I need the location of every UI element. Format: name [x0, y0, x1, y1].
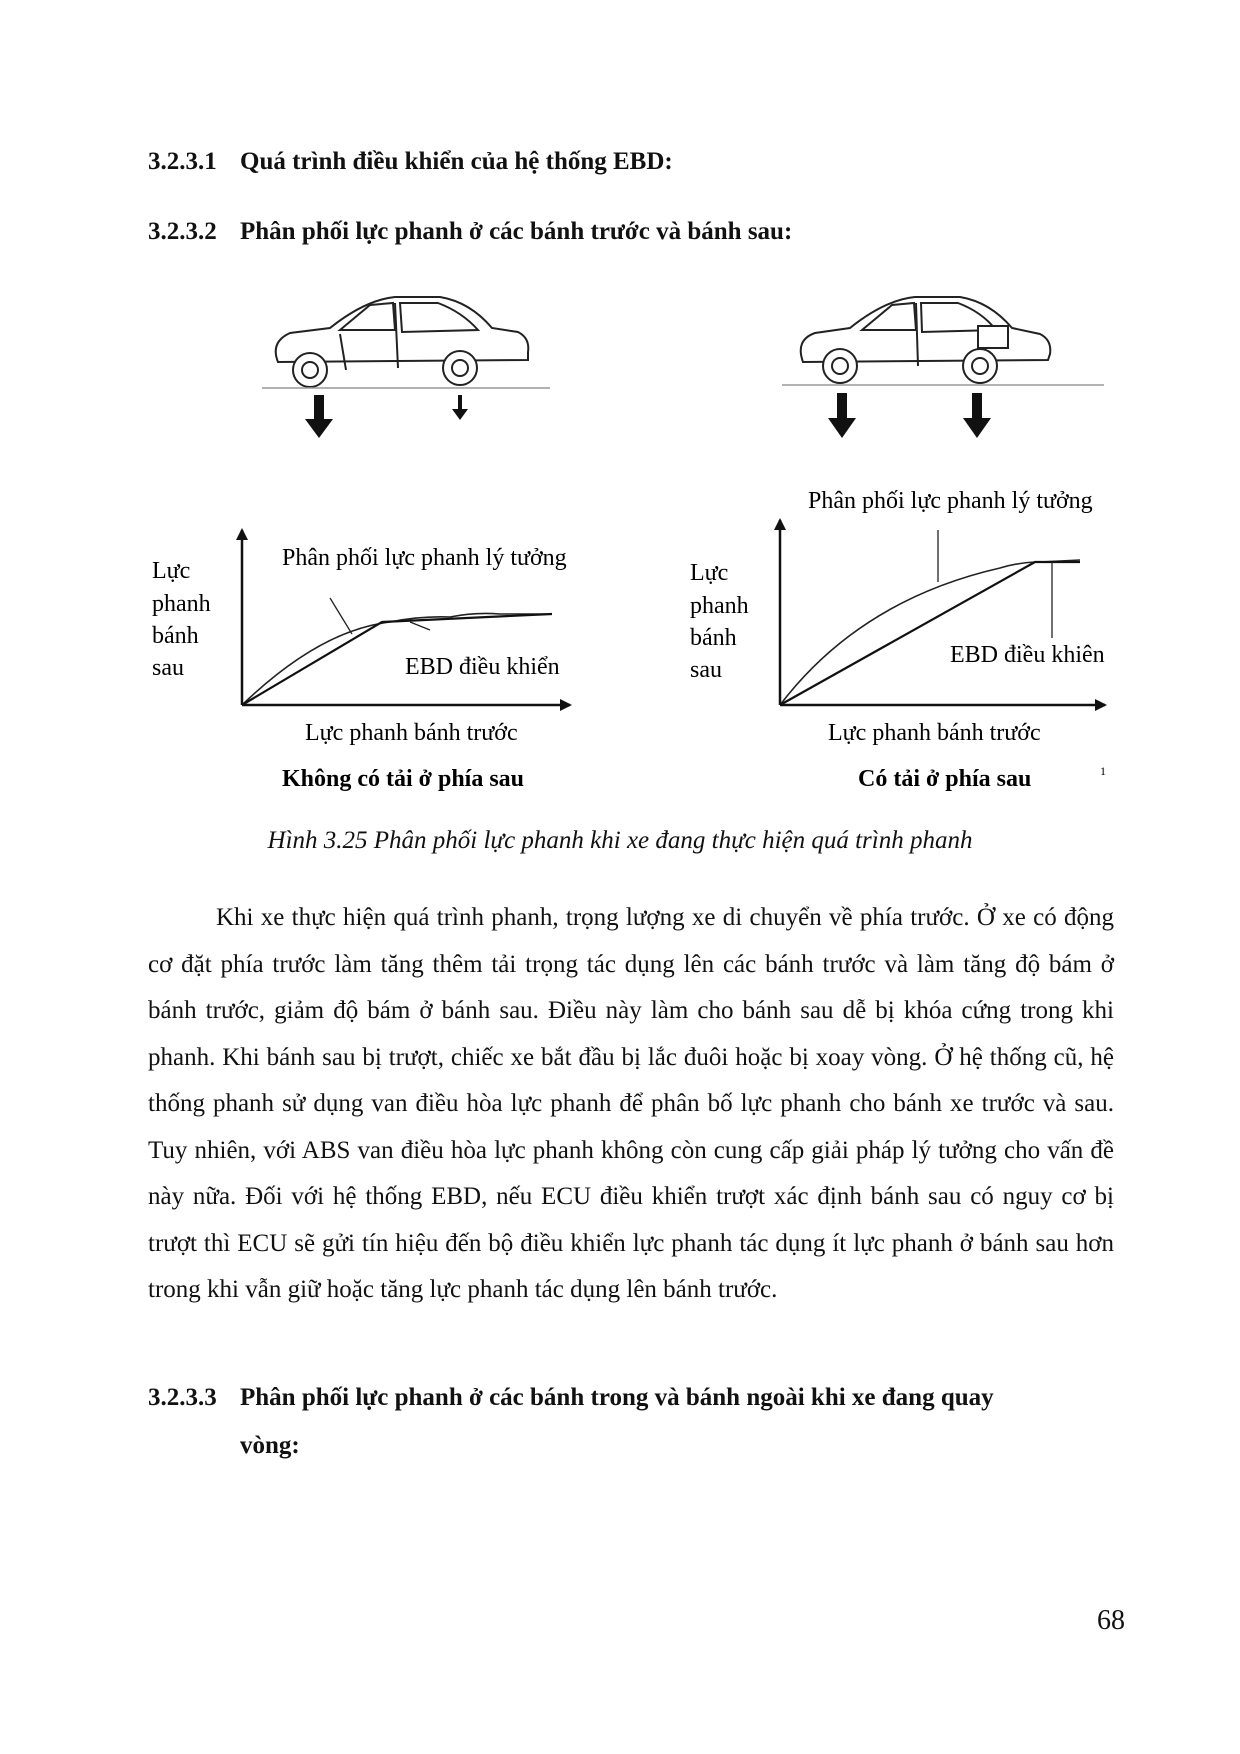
chart-subtitle: Có tải ở phía sau	[858, 766, 1032, 792]
section-heading-continuation: vòng:	[240, 1432, 300, 1459]
ylabel-line: Lực	[690, 560, 729, 586]
ylabel-line: Lực	[152, 558, 191, 584]
ylabel-line: sau	[690, 657, 722, 683]
chart-no-load	[152, 530, 570, 792]
section-title: Phân phối lực phanh ở các bánh trong và bánh ngoài khi xe đang quay	[240, 1384, 994, 1411]
section-number: 3.2.3.3	[148, 1384, 217, 1411]
figure-brake-distribution	[0, 0, 1240, 820]
ylabel-line: phanh	[690, 593, 749, 619]
x-axis-label: Lực phanh bánh trước	[305, 720, 518, 746]
body-paragraph: Khi xe thực hiện quá trình phanh, trọng lượng xe di chuyển về phía trước. Ở xe có động cơ đặt phía trước làm tăng thêm tải trọng tác dụng lên các bánh trước và làm tăng độ bám ở bánh trước, giảm độ bám ở bánh sau. Điều này làm cho bánh sau dễ bị khóa cứng trong khi phanh. Khi bánh sau bị trượt, chiếc xe bắt đầu bị lắc đuôi hoặc bị xoay vòng. Ở hệ thống cũ, hệ thống phanh sử dụng van điều hòa lực phanh để phân bố lực phanh cho bánh xe trước và sau. Tuy nhiên, với ABS van điều hòa lực phanh không còn cung cấp giải pháp lý tưởng cho vấn đề này nữa. Đối với hệ thống EBD, nếu ECU điều khiển trượt xác định bánh sau có nguy cơ bị trượt thì ECU sẽ gửi tín hiệu đến bộ điều khiển lực phanh tác dụng ít lực phanh ở bánh sau hơn trong khi vẫn giữ hoặc tăng lực phanh tác dụng lên bánh trước.	[148, 904, 1114, 1303]
page-number: 68	[1097, 1605, 1125, 1636]
section-title: Quá trình điều khiển của hệ thống EBD:	[240, 148, 673, 175]
ideal-curve	[780, 560, 1080, 705]
section-heading-3-2-3-3	[148, 1384, 994, 1412]
ylabel-line: phanh	[152, 591, 211, 617]
x-axis-label: Lực phanh bánh trước	[828, 720, 1041, 746]
section-number: 3.2.3.1	[148, 148, 217, 175]
section-title: Phân phối lực phanh ở các bánh trước và bánh sau:	[240, 218, 793, 245]
figure-caption: Hình 3.25 Phân phối lực phanh khi xe đang thực hiện quá trình phanh	[267, 827, 973, 854]
ebd-label: EBD điều khiên	[950, 642, 1105, 668]
chart-loaded	[690, 488, 1106, 792]
label-leader	[330, 598, 352, 634]
stray-mark: 1	[1100, 764, 1106, 778]
car-icon-no-load	[262, 297, 550, 388]
label-leader	[410, 622, 430, 630]
ideal-label: Phân phối lực phanh lý tưởng	[282, 545, 567, 571]
ylabel-line: sau	[152, 655, 184, 681]
ebd-label: EBD điều khiển	[405, 654, 560, 680]
ylabel-line: bánh	[690, 625, 737, 651]
car-icon-loaded	[782, 297, 1104, 385]
section-number: 3.2.3.2	[148, 218, 217, 245]
ylabel-line: bánh	[152, 623, 199, 649]
ebd-line	[780, 562, 1080, 705]
ideal-label: Phân phối lực phanh lý tưởng	[808, 488, 1093, 514]
force-arrow-icon	[305, 395, 468, 438]
chart-subtitle: Không có tải ở phía sau	[282, 766, 525, 792]
force-arrow-icon	[828, 393, 991, 438]
